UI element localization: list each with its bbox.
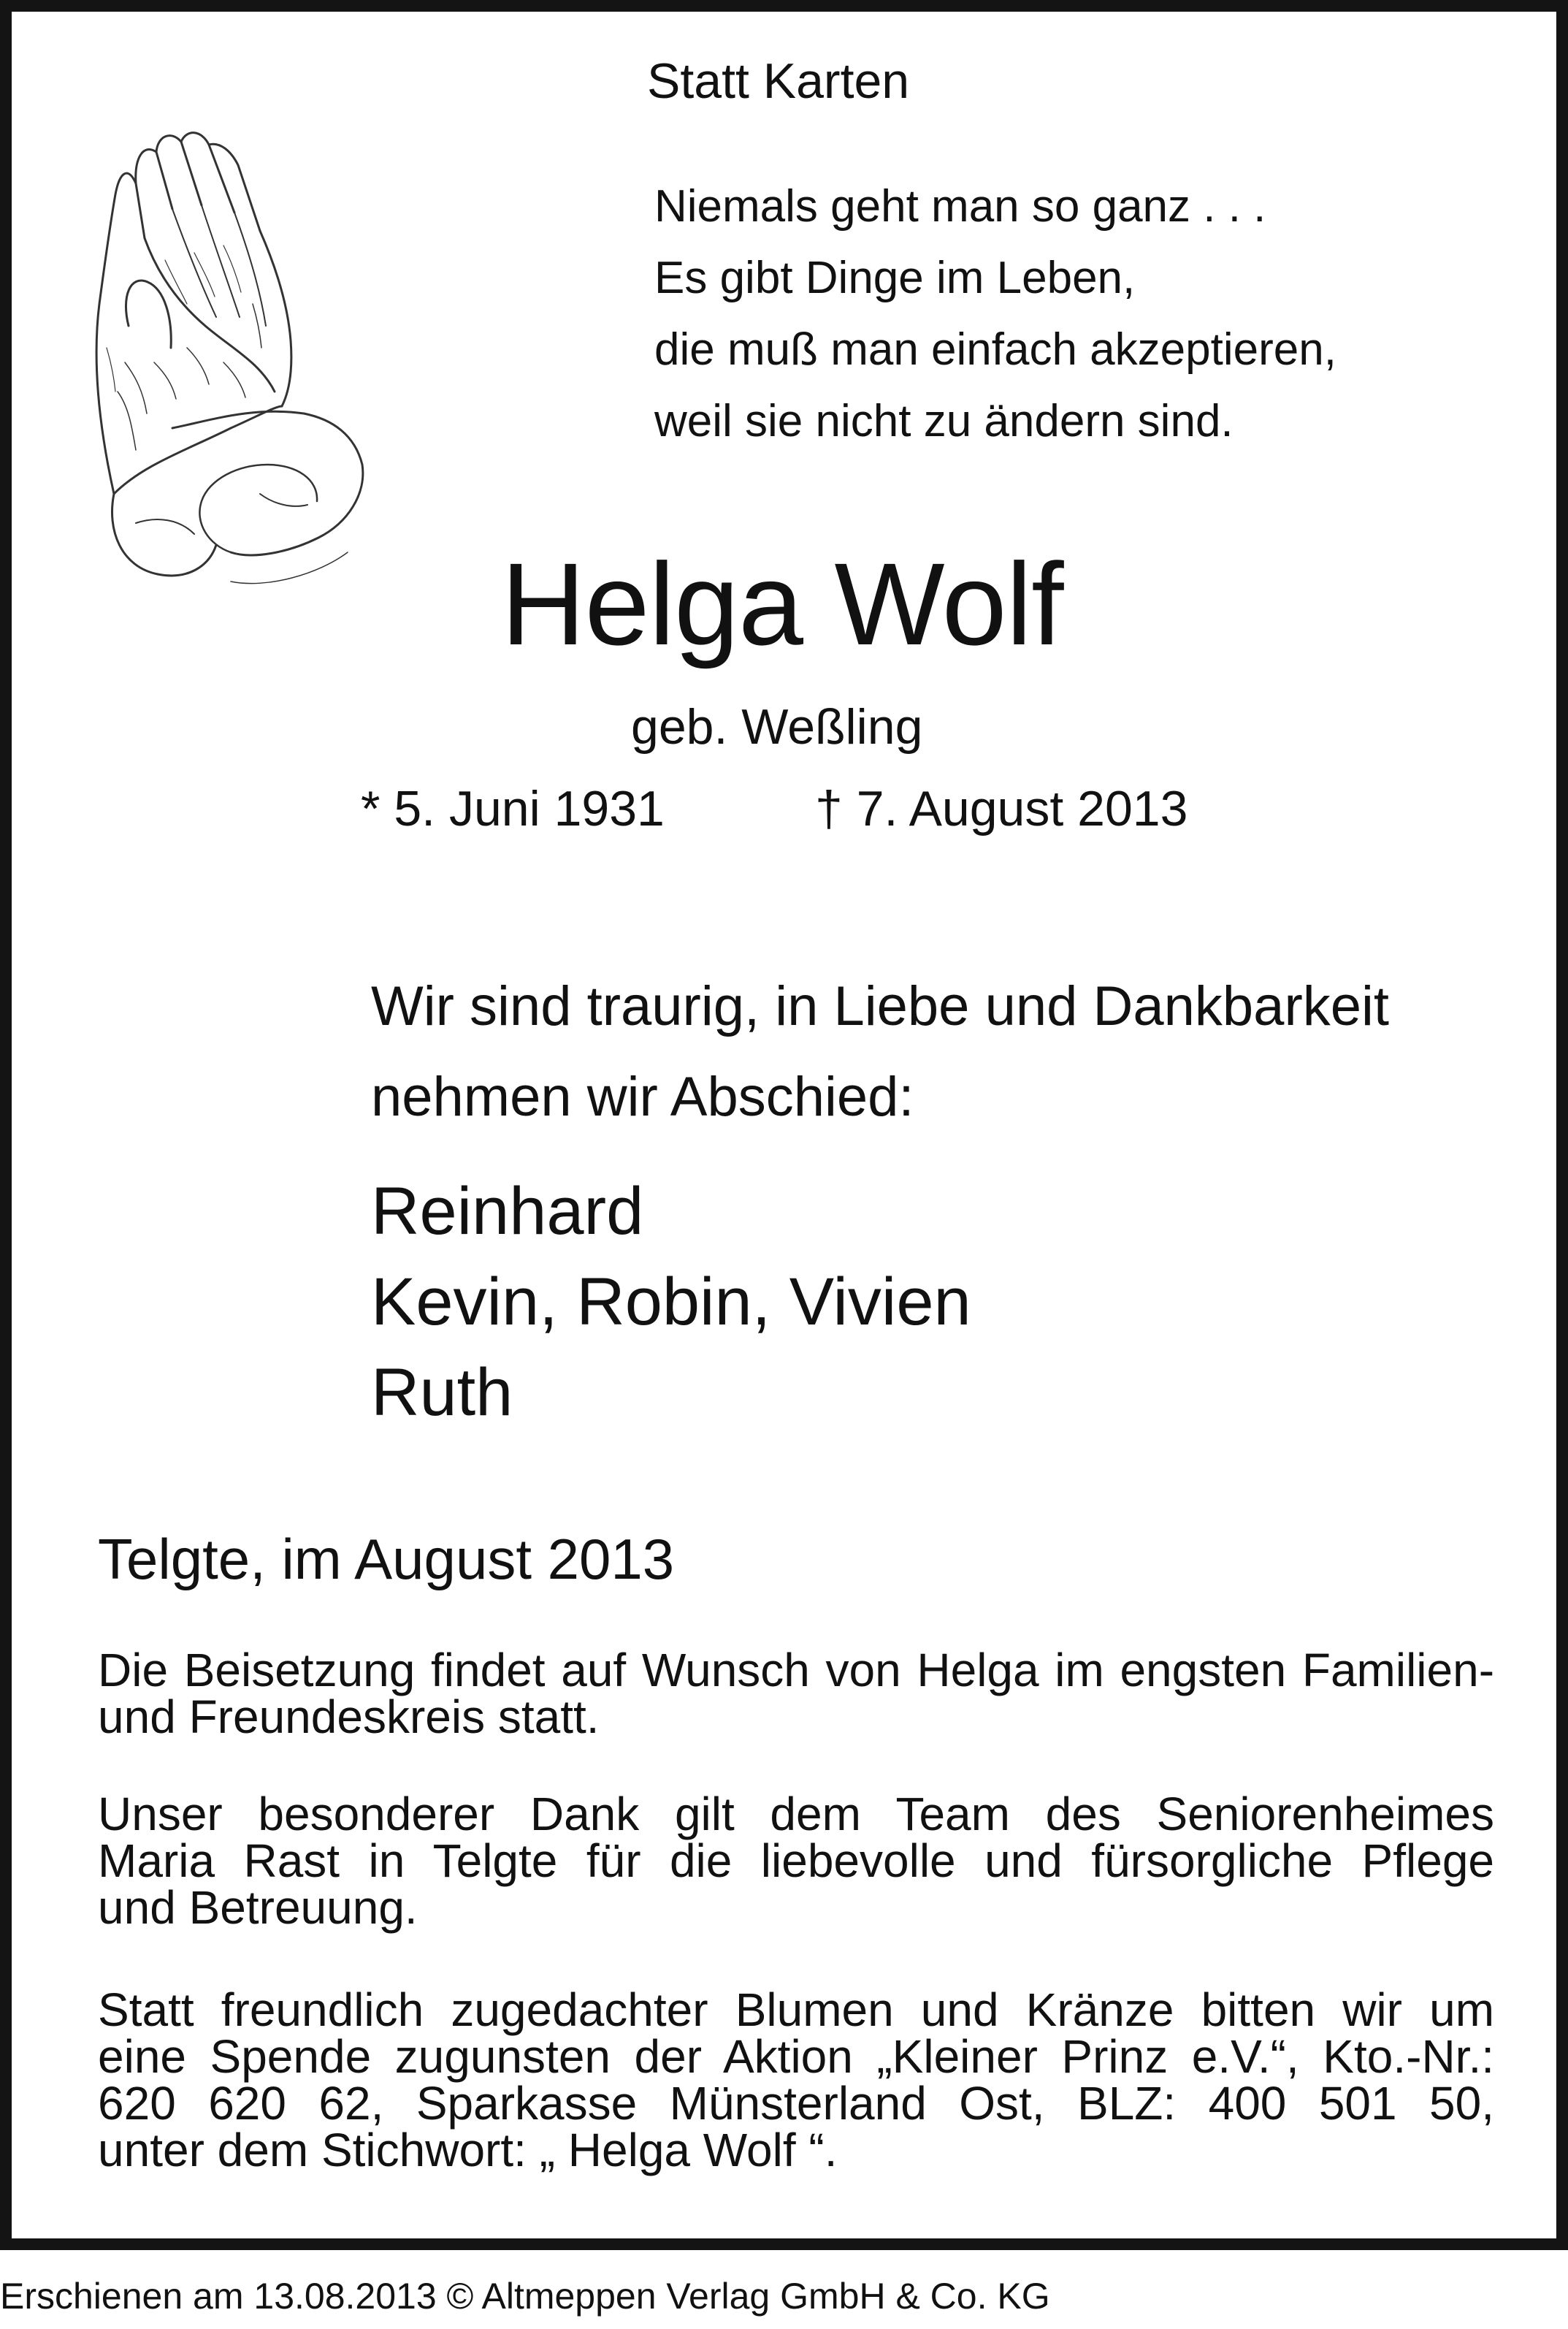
mourners-list	[371, 1166, 971, 1438]
farewell-intro-line: nehmen wir Abschied:	[371, 1066, 914, 1128]
publication-footer: Erschienen am 13.08.2013 © Altmeppen Verlag GmbH & Co. KG	[0, 2276, 1050, 2317]
birth-date: * 5. Juni 1931	[361, 781, 665, 836]
farewell-intro	[371, 961, 1389, 1143]
maiden-name: geb. Weßling	[631, 699, 923, 755]
place-and-date: Telgte, im August 2013	[98, 1527, 675, 1591]
deceased-name: Helga Wolf	[501, 538, 1063, 669]
donation-note-line: Statt freundlich zugedachter Blumen und Kränze bitten wir um	[98, 1983, 1494, 2036]
poem	[654, 171, 1336, 457]
poem-line: Niemals geht man so ganz . . .	[654, 181, 1266, 232]
thanks-note-line: und Betreuung.	[98, 1881, 418, 1934]
poem-line: weil sie nicht zu ändern sind.	[654, 396, 1234, 446]
mourner-name: Ruth	[371, 1355, 513, 1430]
burial-note-line: Die Beisetzung findet auf Wunsch von Helga im engsten Familien-	[98, 1644, 1494, 1696]
mourner-name: Kevin, Robin, Vivien	[371, 1265, 971, 1339]
poem-line: Es gibt Dinge im Leben,	[654, 253, 1136, 303]
burial-note-line: und Freundeskreis statt.	[98, 1690, 600, 1743]
donation-note-line: 620 620 62, Sparkasse Münsterland Ost, BLZ: 400 501 50,	[98, 2077, 1494, 2130]
donation-note-line: eine Spende zugunsten der Aktion „Kleiner Prinz e.V.“, Kto.-Nr.:	[98, 2030, 1494, 2083]
mourner-name: Reinhard	[371, 1174, 644, 1249]
thanks-note-line: Maria Rast in Telgte für die liebevolle und fürsorgliche Pflege	[98, 1834, 1494, 1887]
burial-note	[98, 1642, 1494, 1743]
donation-note-line: unter dem Stichwort: „ Helga Wolf “.	[98, 2124, 838, 2176]
thanks-note	[98, 1784, 1494, 1934]
donation-note	[98, 1983, 1494, 2176]
poem-line: die muß man einfach akzeptieren,	[654, 324, 1336, 375]
notice-heading: Statt Karten	[647, 53, 910, 109]
farewell-intro-line: Wir sind traurig, in Liebe und Dankbarkeit	[371, 975, 1390, 1037]
death-date: † 7. August 2013	[815, 781, 1188, 836]
thanks-note-line: Unser besonderer Dank gilt dem Team des Seniorenheimes	[98, 1788, 1494, 1840]
praying-hands-icon	[85, 85, 377, 589]
